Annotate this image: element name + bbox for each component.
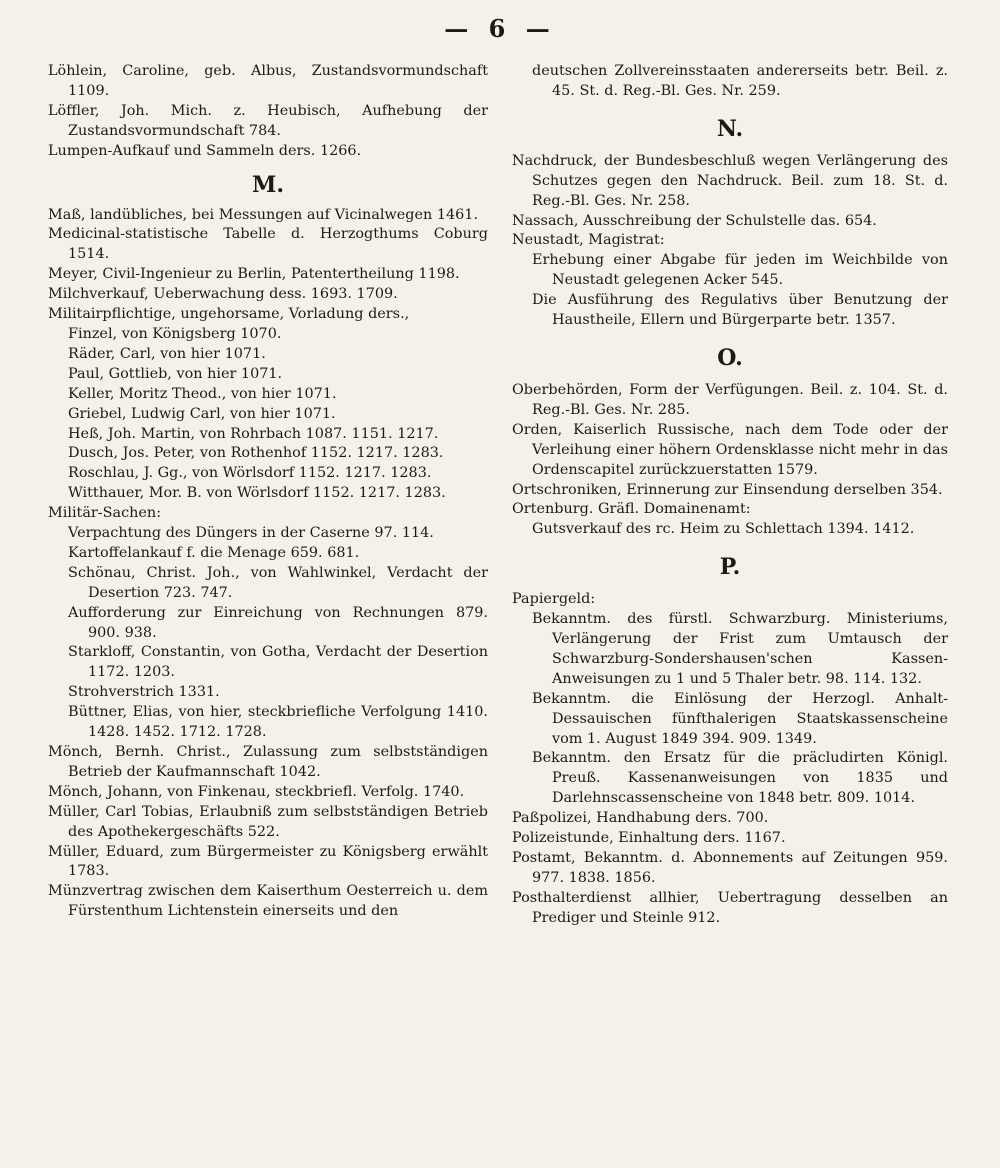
index-entry: Neustadt, Magistrat: — [512, 232, 665, 249]
index-entry: Münzvertrag zwischen dem Kaiserthum Oesterreich u. dem Fürstenthum Lichtenstein einerseits und den — [48, 883, 488, 920]
index-subentry: Keller, Moritz Theod., von hier 1071. — [68, 385, 337, 402]
index-entry: Militairpflichtige, ungehorsame, Vorladung ders., — [48, 306, 410, 323]
index-subentry: Heß, Joh. Martin, von Rohrbach 1087. 1151. 1217. — [68, 425, 439, 442]
index-subentry: Räder, Carl, von hier 1071. — [68, 345, 266, 362]
index-subentry: Bekanntm. den Ersatz für die präcludirten Königl. Preuß. Kassenanweisungen von 1835 und Darlehnscassenscheine von 1848 betr. 809. 1014. — [532, 750, 948, 807]
index-subentry: Erhebung einer Abgabe für jeden im Weichbilde von Neustadt gelegenen Acker 545. — [532, 252, 948, 289]
index-subentry: Schönau, Christ. Joh., von Wahlwinkel, Verdacht der Desertion 723. 747. — [68, 564, 488, 601]
index-entry: Ortschroniken, Erinnerung zur Einsendung derselben 354. — [512, 481, 943, 498]
index-entry: Postamt, Bekanntm. d. Abonnements auf Zeitungen 959. 977. 1838. 1856. — [512, 850, 948, 886]
section-letter-n: N. — [716, 115, 744, 142]
section-letter-m: M. — [251, 171, 284, 198]
section-p-entries — [512, 590, 948, 928]
page-number: — 6 — — [444, 14, 556, 43]
right-column — [512, 62, 948, 929]
section-letter-p: P. — [719, 554, 741, 581]
left-column — [48, 62, 488, 922]
index-subentry: Die Ausführung des Regulativs über Benutzung der Haustheile, Ellern und Bürgerparte betr. 1357. — [532, 292, 948, 329]
section-o-entries — [512, 381, 948, 540]
index-subentry: Finzel, von Königsberg 1070. — [68, 325, 282, 342]
index-subentry: Verpachtung des Düngers in der Caserne 97. 114. — [68, 525, 434, 542]
index-entry: Lumpen-Aufkauf und Sammeln ders. 1266. — [48, 142, 362, 159]
index-subentry: Büttner, Elias, von hier, steckbriefliche Verfolgung 1410. 1428. 1452. 1712. 1728. — [68, 704, 488, 741]
index-subentry: Gutsverkauf des rc. Heim zu Schlettach 1394. 1412. — [532, 521, 915, 538]
index-entry: Posthalterdienst allhier, Uebertragung desselben an Prediger und Steinle 912. — [512, 889, 948, 926]
index-subentry: Dusch, Jos. Peter, von Rothenhof 1152. 1217. 1283. — [68, 445, 444, 462]
index-subentry: Witthauer, Mor. B. von Wörlsdorf 1152. 1217. 1283. — [68, 485, 446, 502]
section-n-entries — [512, 152, 948, 331]
index-entry: Mönch, Bernh. Christ., Zulassung zum selbstständigen Betrieb der Kaufmannschaft 1042. — [48, 744, 488, 780]
index-entry: Paßpolizei, Handhabung ders. 700. — [512, 810, 769, 827]
index-entry: Mönch, Johann, von Finkenau, steckbriefl. Verfolg. 1740. — [48, 783, 465, 800]
index-subentry: Bekanntm. des fürstl. Schwarzburg. Ministeriums, Verlängerung der Frist zum Umtausch der Schwarzburg-Sondershausen'schen Kassen-Anweisungen zu 1 und 5 Thaler betr. 98. 114. 132. — [532, 611, 948, 687]
section-m-entries — [48, 206, 488, 923]
index-subentry: Bekanntm. die Einlösung der Herzogl. Anhalt-Dessauischen fünfthalerigen Staatskassenscheine vom 1. August 1849 394. 909. 1349. — [532, 690, 948, 747]
index-entry: Müller, Eduard, zum Bürgermeister zu Königsberg erwählt 1783. — [48, 843, 488, 880]
index-entry: Löffler, Joh. Mich. z. Heubisch, Aufhebung der Zustandsvormundschaft 784. — [48, 102, 488, 139]
index-subentry: Aufforderung zur Einreichung von Rechnungen 879. 900. 938. — [68, 604, 488, 641]
index-entry: Nassach, Ausschreibung der Schulstelle das. 654. — [512, 212, 877, 229]
index-entry: Milchverkauf, Ueberwachung dess. 1693. 1709. — [48, 286, 398, 303]
section-letter-o: O. — [717, 344, 743, 371]
index-subentry: Griebel, Ludwig Carl, von hier 1071. — [68, 405, 336, 422]
index-entry: Nachdruck, der Bundesbeschluß wegen Verlängerung des Schutzes gegen den Nachdruck. Beil. zum 18. St. d. Reg.-Bl. Ges. Nr. 258. — [512, 152, 948, 209]
index-subentry: Roschlau, J. Gg., von Wörlsdorf 1152. 1217. 1283. — [68, 465, 432, 482]
index-entry-continuation: deutschen Zollvereinsstaaten andererseits betr. Beil. z. 45. St. d. Reg.-Bl. Ges. Nr. 259. — [532, 63, 948, 99]
index-subentry: Kartoffelankauf f. die Menage 659. 681. — [68, 544, 360, 561]
index-entry: Meyer, Civil-Ingenieur zu Berlin, Patentertheilung 1198. — [48, 266, 460, 283]
index-subentry: Strohverstrich 1331. — [68, 684, 220, 701]
index-entry: Papiergeld: — [512, 591, 596, 608]
index-entry: Ortenburg. Gräfl. Domainenamt: — [512, 501, 751, 518]
index-entry: Oberbehörden, Form der Verfügungen. Beil. z. 104. St. d. Reg.-Bl. Ges. Nr. 285. — [512, 381, 948, 418]
index-subentry: Paul, Gottlieb, von hier 1071. — [68, 365, 283, 382]
index-entry: Löhlein, Caroline, geb. Albus, Zustandsvormundschaft 1109. — [48, 63, 488, 99]
index-entry: Orden, Kaiserlich Russische, nach dem Tode oder der Verleihung einer höhern Ordensklasse nicht mehr in das Ordenscapitel zurückzuerstatten 1579. — [512, 421, 948, 478]
index-entry: Medicinal-statistische Tabelle d. Herzogthums Coburg 1514. — [48, 226, 488, 263]
index-entry: Polizeistunde, Einhaltung ders. 1167. — [512, 830, 786, 847]
index-entry: Müller, Carl Tobias, Erlaubniß zum selbstständigen Betrieb des Apothekergeschäfts 522. — [48, 803, 488, 840]
index-entry: Militär-Sachen: — [48, 505, 162, 522]
index-subentry: Starkloff, Constantin, von Gotha, Verdacht der Desertion 1172. 1203. — [68, 644, 488, 681]
index-entry: Maß, landübliches, bei Messungen auf Vicinalwegen 1461. — [48, 206, 479, 223]
